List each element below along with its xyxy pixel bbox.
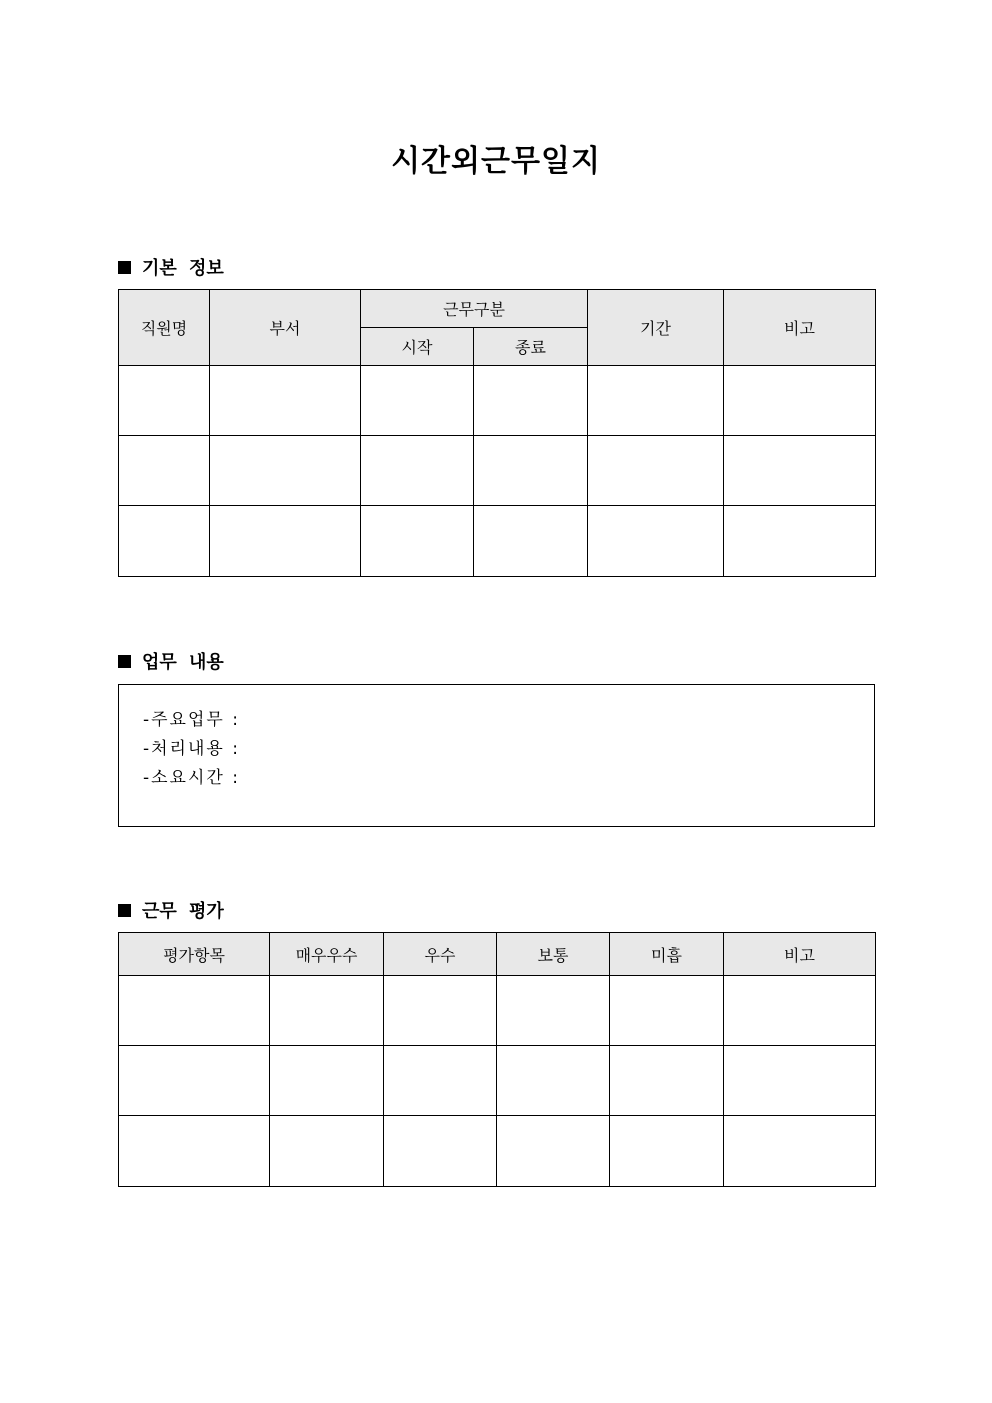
table-cell[interactable] <box>361 506 474 577</box>
section-heading-label: 근무 평가 <box>142 901 224 922</box>
table-cell[interactable] <box>270 976 384 1046</box>
table-cell[interactable] <box>724 436 876 506</box>
section-heading-basic-info <box>118 254 224 280</box>
table-cell[interactable] <box>384 1046 497 1116</box>
square-bullet-icon <box>118 655 131 668</box>
processing-line: -처리내용 : <box>143 739 240 759</box>
table-cell[interactable] <box>610 1046 724 1116</box>
time-required-line: -소요시간 : <box>143 768 240 788</box>
square-bullet-icon <box>118 904 131 917</box>
evaluation-table <box>118 932 876 1187</box>
square-bullet-icon <box>118 261 131 274</box>
main-task-line: -주요업무 : <box>143 710 240 730</box>
table-cell[interactable] <box>588 366 724 436</box>
table-row <box>119 1116 876 1187</box>
table-cell[interactable] <box>474 366 588 436</box>
table-cell[interactable] <box>210 366 361 436</box>
section-heading-evaluation <box>118 897 224 923</box>
table-cell[interactable] <box>361 366 474 436</box>
header-poor: 미흡 <box>610 933 724 976</box>
header-remarks: 비고 <box>724 933 876 976</box>
table-cell[interactable] <box>497 976 610 1046</box>
header-evaluation-item: 평가항목 <box>119 933 270 976</box>
table-cell[interactable] <box>119 366 210 436</box>
table-cell[interactable] <box>210 506 361 577</box>
table-cell[interactable] <box>724 1046 876 1116</box>
header-average: 보통 <box>497 933 610 976</box>
table-cell[interactable] <box>474 506 588 577</box>
table-cell[interactable] <box>384 1116 497 1187</box>
table-cell[interactable] <box>119 1046 270 1116</box>
table-cell[interactable] <box>610 1116 724 1187</box>
table-row <box>119 506 876 577</box>
table-cell[interactable] <box>119 436 210 506</box>
table-cell[interactable] <box>724 366 876 436</box>
table-cell[interactable] <box>588 436 724 506</box>
header-end: 종료 <box>474 328 588 366</box>
header-excellent: 매우우수 <box>270 933 384 976</box>
header-work-type: 근무구분 <box>361 290 588 328</box>
table-cell[interactable] <box>119 976 270 1046</box>
table-cell[interactable] <box>384 976 497 1046</box>
table-row <box>119 1046 876 1116</box>
table-cell[interactable] <box>119 506 210 577</box>
header-start: 시작 <box>361 328 474 366</box>
table-cell[interactable] <box>474 436 588 506</box>
table-row <box>119 436 876 506</box>
header-employee: 직원명 <box>119 290 210 366</box>
table-cell[interactable] <box>210 436 361 506</box>
table-cell[interactable] <box>270 1046 384 1116</box>
header-remarks: 비고 <box>724 290 876 366</box>
page-title: 시간외근무일지 <box>391 144 601 179</box>
header-department: 부서 <box>210 290 361 366</box>
section-heading-label: 업무 내용 <box>142 652 224 673</box>
table-cell[interactable] <box>497 1046 610 1116</box>
header-period: 기간 <box>588 290 724 366</box>
table-cell[interactable] <box>610 976 724 1046</box>
table-cell[interactable] <box>724 506 876 577</box>
header-good: 우수 <box>384 933 497 976</box>
section-heading-label: 기본 정보 <box>142 258 224 279</box>
section-heading-work-content <box>118 648 224 674</box>
table-cell[interactable] <box>270 1116 384 1187</box>
table-row <box>119 976 876 1046</box>
table-cell[interactable] <box>497 1116 610 1187</box>
table-cell[interactable] <box>588 506 724 577</box>
work-content-box[interactable] <box>118 684 875 827</box>
table-cell[interactable] <box>361 436 474 506</box>
table-cell[interactable] <box>724 1116 876 1187</box>
basic-info-table <box>118 289 876 577</box>
table-row <box>119 366 876 436</box>
table-cell[interactable] <box>724 976 876 1046</box>
table-cell[interactable] <box>119 1116 270 1187</box>
